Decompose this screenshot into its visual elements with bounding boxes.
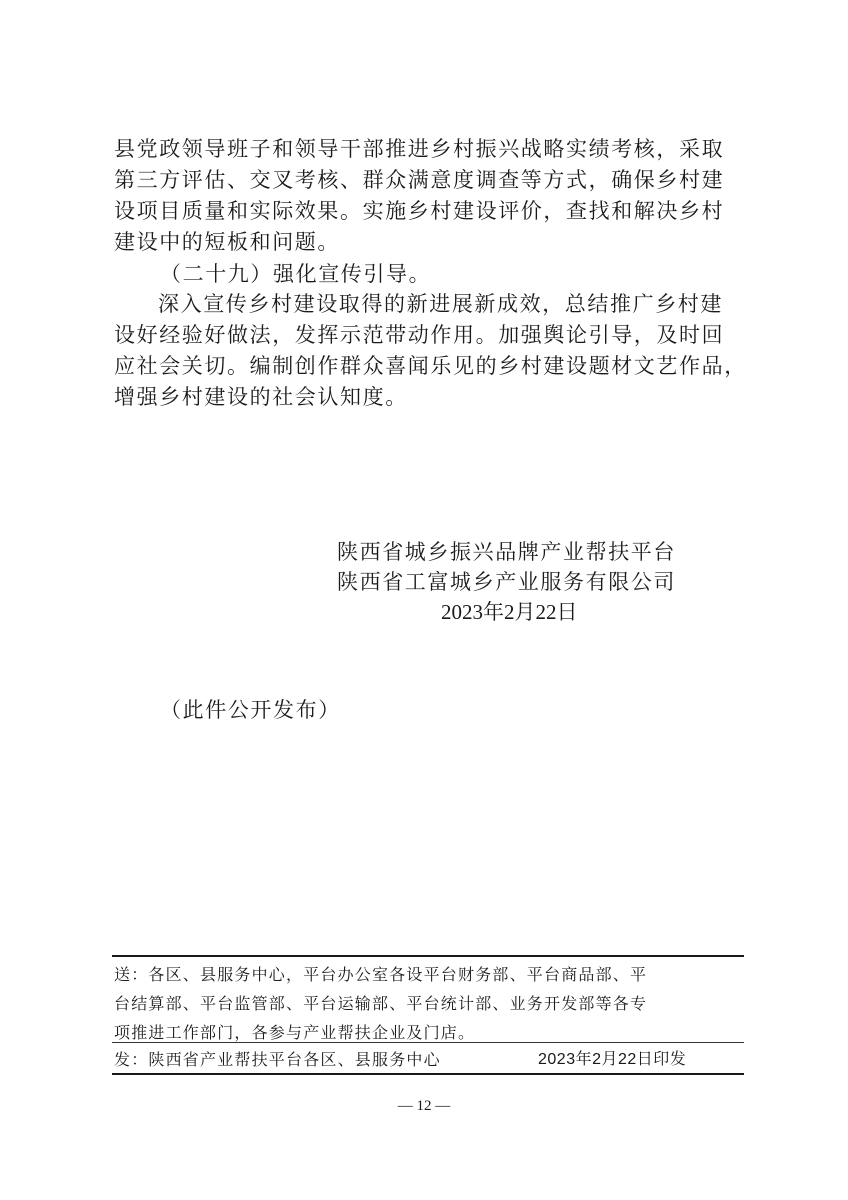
- footer-rule-top: [112, 955, 744, 957]
- distribution-line: 送：各区、县服务中心，平台办公室各设平台财务部、平台商品部、平: [114, 965, 648, 984]
- issued-by: 发：陕西省产业帮扶平台各区、县服务中心: [114, 1050, 441, 1069]
- footer-rule-bottom: [112, 1073, 744, 1075]
- distribution-line: 台结算部、平台监管部、平台运输部、平台统计部、业务开发部等各专: [114, 994, 648, 1013]
- signature-date: 2023年2月22日: [441, 600, 578, 624]
- signature-org-2: 陕西省工富城乡产业服务有限公司: [337, 570, 676, 594]
- text-line: 增强乡村建设的社会认知度。: [114, 385, 408, 409]
- distribution-list: [114, 960, 744, 1047]
- paragraph-evaluation: [114, 134, 754, 258]
- section-heading: （二十九）强化宣传引导。: [160, 262, 432, 286]
- signature-org-1: 陕西省城乡振兴品牌产业帮扶平台: [337, 540, 676, 564]
- text-line: 应社会关切。编制创作群众喜闻乐见的乡村建设题材文艺作品，: [114, 354, 747, 378]
- text-line: 设项目质量和实际效果。实施乡村建设评价，查找和解决乡村: [114, 199, 725, 223]
- text-line: 县党政领导班子和领导干部推进乡村振兴战略实绩考核，采取: [114, 137, 725, 161]
- text-line: 建设中的短板和问题。: [114, 230, 340, 254]
- issued-date: 2023年2月22日印发: [538, 1051, 687, 1068]
- distribution-line: 项推进工作部门，各参与产业帮扶企业及门店。: [114, 1023, 476, 1042]
- page-number: — 12 —: [397, 1098, 451, 1114]
- text-line: 深入宣传乡村建设取得的新进展新成效，总结推广乡村建: [158, 292, 723, 316]
- text-line: 设好经验好做法，发挥示范带动作用。加强舆论引导，及时回: [114, 323, 725, 347]
- footer-rule-middle: [112, 1042, 744, 1043]
- publicity-note: （此件公开发布）: [160, 698, 341, 722]
- text-line: 第三方评估、交叉考核、群众满意度调查等方式，确保乡村建: [114, 168, 725, 192]
- paragraph-publicity: [114, 289, 754, 413]
